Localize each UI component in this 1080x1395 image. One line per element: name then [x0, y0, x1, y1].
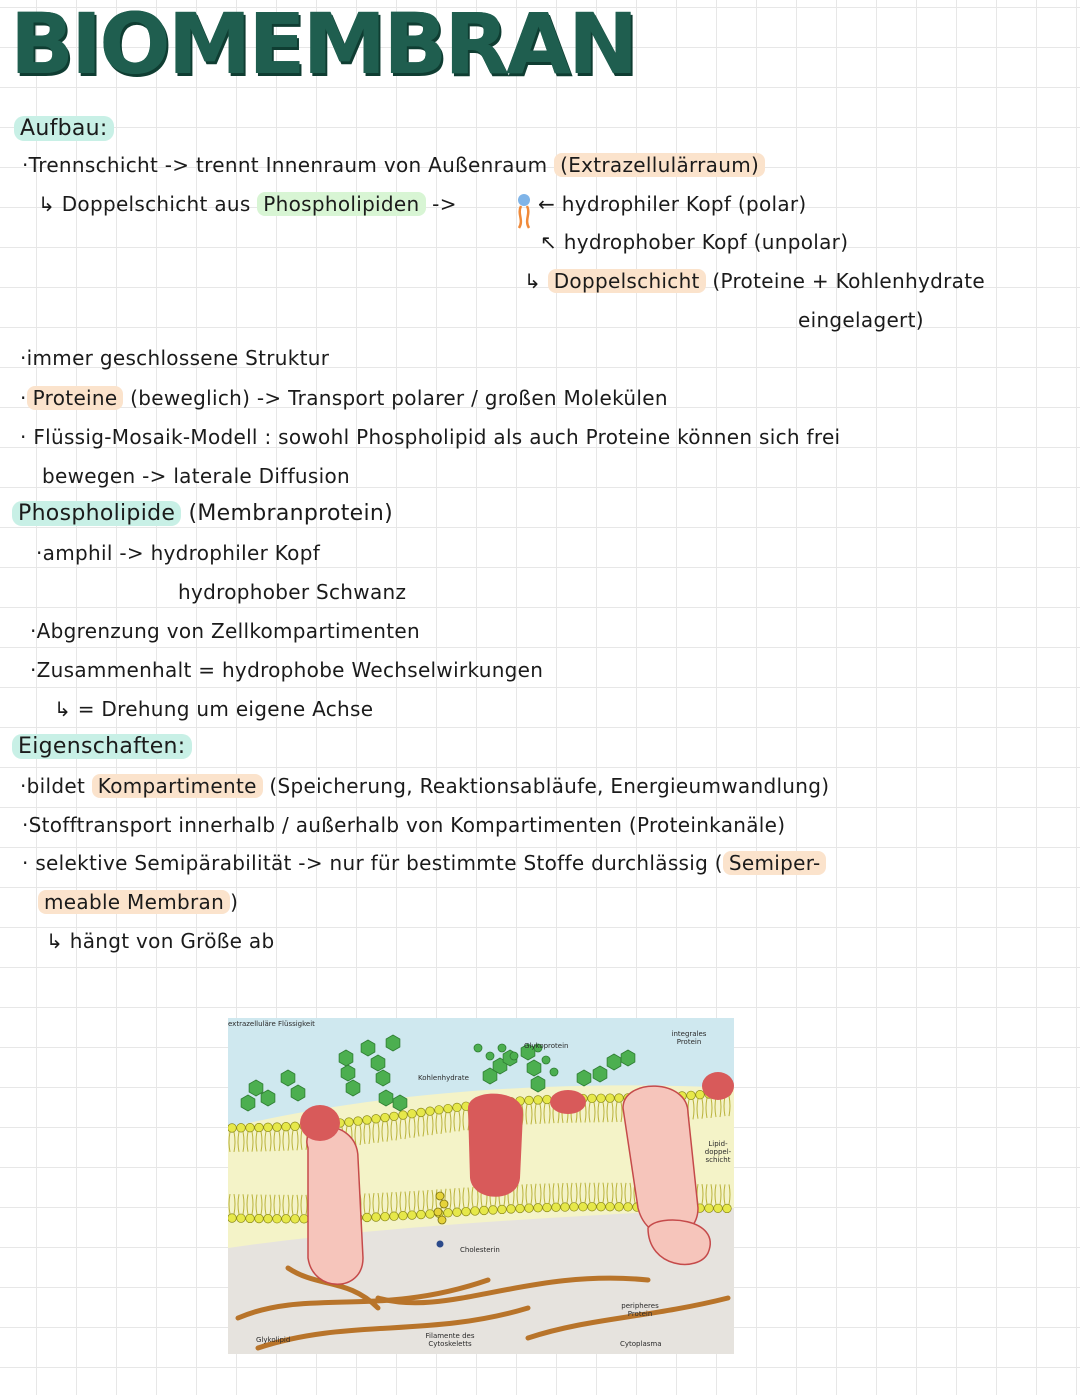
aufbau-line-1: [22, 152, 765, 178]
lipid-head: [543, 1203, 552, 1212]
phospholipide-line-4: ·Zusammenhalt = hydrophobe Wechselwirkungen: [30, 658, 544, 682]
phospholipide-line-1: ·amphil -> hydrophiler Kopf: [36, 541, 321, 565]
lipid-head: [399, 1111, 408, 1120]
heading-eigenschaften: [12, 734, 192, 760]
lipid-head: [687, 1091, 696, 1100]
lipid-head: [273, 1214, 282, 1223]
aufbau-line-7-text: (beweglich) -> Transport polarer / großen Molekülen: [130, 386, 668, 410]
phospholipide-line-5: ↳ = Drehung um eigene Achse: [54, 697, 374, 721]
aufbau-line-7-bullet: ·: [20, 386, 27, 410]
eigenschaften-line-3-text: · selektive Semipärabilität -> nur für bestimmte Stoffe durchlässig (: [22, 851, 723, 875]
sugar-unit: [341, 1065, 355, 1081]
sugar-unit: [261, 1090, 275, 1106]
lipid-head: [282, 1215, 291, 1224]
aufbau-line-1-text: ·Trennschicht -> trennt Innenraum von Außenraum: [22, 153, 548, 177]
eigenschaften-line-4-highlight: meable Membran: [38, 890, 230, 914]
lipid-head: [696, 1090, 705, 1099]
aufbau-line-2-text: ↳ Doppelschicht aus: [38, 192, 251, 216]
sugar-unit: [393, 1095, 407, 1111]
sugar-unit: [361, 1040, 375, 1056]
lipid-head: [597, 1094, 606, 1103]
lipid-head: [408, 1211, 417, 1220]
lipid-head: [714, 1204, 723, 1213]
heading-aufbau-text: Aufbau:: [14, 116, 114, 141]
sugar-bead: [474, 1044, 482, 1052]
lipid-head: [246, 1214, 255, 1223]
protein-cap-right: [702, 1072, 734, 1100]
label-cytoskeleton: Filamente des Cytoskeletts: [425, 1332, 475, 1348]
lipid-head: [291, 1215, 300, 1224]
lipid-head: [399, 1211, 408, 1220]
label-carbohydrate: Kohlenhydrate: [418, 1074, 469, 1082]
sugar-unit: [281, 1070, 295, 1086]
lipid-head: [705, 1204, 714, 1213]
lipid-head: [525, 1204, 534, 1213]
sugar-unit: [379, 1090, 393, 1106]
sugar-unit: [607, 1054, 621, 1070]
sugar-unit: [621, 1050, 635, 1066]
label-cholesterol: Cholesterin: [460, 1246, 500, 1254]
lipid-head: [561, 1203, 570, 1212]
aufbau-line-8: · Flüssig-Mosaik-Modell : sowohl Phospholipid als auch Proteine können sich frei: [20, 425, 841, 449]
lipid-head: [507, 1205, 516, 1214]
sugar-unit: [593, 1066, 607, 1082]
lipid-head: [381, 1113, 390, 1122]
lipid-head: [570, 1203, 579, 1212]
sugar-unit: [249, 1080, 263, 1096]
lipid-head: [273, 1123, 282, 1132]
aufbau-line-5: eingelagert): [798, 308, 924, 332]
aufbau-line-7: [20, 385, 668, 411]
lipid-head: [255, 1123, 264, 1132]
lipid-head: [390, 1112, 399, 1121]
eigenschaften-line-2: ·Stofftransport innerhalb / außerhalb von Kompartimenten (Proteinkanäle): [22, 813, 786, 837]
label-glycoprotein: Glykoprotein: [524, 1042, 569, 1050]
lipid-head: [246, 1123, 255, 1132]
lipid-head: [615, 1203, 624, 1212]
protein-small: [550, 1090, 586, 1114]
lipid-head: [723, 1204, 732, 1213]
aufbau-line-2: [38, 191, 457, 217]
aufbau-line-6: ·immer geschlossene Struktur: [20, 346, 330, 370]
head-label: ← hydrophiler Kopf (polar): [538, 192, 807, 216]
peripheral-protein-top: [468, 1094, 523, 1197]
page-title: BIOMEMBRAN: [10, 0, 636, 93]
label-glycolipid: Glykolipid: [256, 1336, 291, 1344]
aufbau-line-7-highlight: Proteine: [27, 386, 124, 410]
lipid-head: [354, 1117, 363, 1126]
sugar-unit: [527, 1060, 541, 1076]
lipid-head: [408, 1109, 417, 1118]
aufbau-line-4-highlight: Doppelschicht: [548, 269, 706, 293]
lipid-head: [453, 1208, 462, 1217]
lipid-head: [606, 1202, 615, 1211]
sugar-unit: [577, 1070, 591, 1086]
label-integral-protein: integrales Protein: [671, 1030, 707, 1046]
phospholipid-icon: [513, 192, 535, 232]
lipid-head: [363, 1116, 372, 1125]
lipid-head: [579, 1202, 588, 1211]
eigenschaften-line-3-highlight: Semiper-: [723, 851, 827, 875]
sugar-unit: [339, 1050, 353, 1066]
lipid-head: [237, 1214, 246, 1223]
lipid-head: [498, 1205, 507, 1214]
lipid-head: [282, 1122, 291, 1131]
lipid-head: [534, 1203, 543, 1212]
lipid-head: [552, 1203, 561, 1212]
eigenschaften-line-4-post: ): [230, 890, 239, 914]
label-cytoplasm: Cytoplasma: [620, 1340, 662, 1348]
lipid-head: [543, 1095, 552, 1104]
lipid-head: [345, 1118, 354, 1127]
lipid-head: [606, 1094, 615, 1103]
sugar-unit: [291, 1085, 305, 1101]
lipid-head: [417, 1210, 426, 1219]
heading-phospholipide: [12, 501, 393, 527]
aufbau-line-1-highlight: (Extrazellulärraum): [554, 153, 765, 177]
lipid-head: [363, 1213, 372, 1222]
lipid-head: [471, 1207, 480, 1216]
aufbau-line-2-arrow: ->: [432, 192, 457, 216]
aufbau-line-9: bewegen -> laterale Diffusion: [42, 464, 350, 488]
lipid-head: [525, 1096, 534, 1105]
lipid-head: [624, 1203, 633, 1212]
lipid-head: [291, 1122, 300, 1131]
aufbau-line-4-text: (Proteine + Kohlenhydrate: [712, 269, 985, 293]
sugar-bead: [510, 1052, 518, 1060]
label-peripheral-protein: peripheres Protein: [621, 1302, 659, 1318]
lipid-head: [480, 1206, 489, 1215]
sugar-unit: [371, 1055, 385, 1071]
sugar-bead: [542, 1056, 550, 1064]
phospholipide-line-3: ·Abgrenzung von Zellkompartimenten: [30, 619, 420, 643]
lipid-head: [237, 1124, 246, 1133]
sugar-unit: [346, 1080, 360, 1096]
lipid-head: [435, 1106, 444, 1115]
lipid-head: [372, 1114, 381, 1123]
lipid-head: [444, 1104, 453, 1113]
lipid-head: [381, 1212, 390, 1221]
lipid-head: [444, 1208, 453, 1217]
aufbau-line-4: [524, 268, 985, 294]
heading-aufbau: [14, 116, 114, 142]
lipid-head: [597, 1202, 606, 1211]
tail-label: ↖ hydrophober Kopf (unpolar): [540, 230, 849, 254]
eigenschaften-line-5: ↳ hängt von Größe ab: [46, 929, 275, 953]
sugar-unit: [531, 1076, 545, 1092]
lipid-head: [300, 1215, 309, 1224]
heading-phospholipide-text: Phospholipide: [12, 501, 181, 526]
eigenschaften-line-1-highlight: Kompartimente: [92, 774, 263, 798]
eigenschaften-line-1-post: (Speicherung, Reaktionsabläufe, Energieumwandlung): [269, 774, 830, 798]
aufbau-line-2-highlight: Phospholipiden: [257, 192, 425, 216]
lipid-head: [228, 1124, 236, 1133]
label-extracellular: extrazelluläre Flüssigkeit: [228, 1020, 315, 1028]
cholesterol-head: [437, 1241, 444, 1248]
sugar-unit: [241, 1095, 255, 1111]
sugar-bead: [550, 1068, 558, 1076]
lipid-head: [489, 1206, 498, 1215]
lipid-head: [462, 1207, 471, 1216]
lipid-head: [255, 1214, 264, 1223]
lipid-head: [426, 1107, 435, 1116]
phospholipide-line-2: hydrophober Schwanz: [178, 580, 407, 604]
lipid-head: [417, 1108, 426, 1117]
eigenschaften-line-3: [22, 850, 826, 876]
lipid-head: [264, 1214, 273, 1223]
lipid-head: [516, 1204, 525, 1213]
heading-eigenschaften-text: Eigenschaften:: [12, 734, 192, 759]
aufbau-line-4-arrow: ↳: [524, 269, 542, 293]
sugar-unit: [386, 1035, 400, 1051]
lipid-head: [390, 1212, 399, 1221]
lipid-head: [228, 1214, 236, 1223]
sugar-bead: [498, 1044, 506, 1052]
lipid-head: [615, 1094, 624, 1103]
protein-cap-left: [300, 1105, 340, 1141]
label-lipid-bilayer: Lipid-doppel-schicht: [704, 1140, 732, 1164]
lipid-head: [588, 1094, 597, 1103]
eigenschaften-line-1-text: ·bildet: [20, 774, 86, 798]
sugar-unit: [376, 1070, 390, 1086]
lipid-head: [588, 1202, 597, 1211]
lipid-head: [372, 1213, 381, 1222]
eigenschaften-line-4: [38, 889, 238, 915]
sugar-bead: [486, 1052, 494, 1060]
integral-protein-left: [307, 1127, 363, 1285]
membrane-diagram: [228, 1018, 734, 1354]
lipid-head: [453, 1103, 462, 1112]
lipid-head: [264, 1123, 273, 1132]
eigenschaften-line-1: [20, 773, 829, 799]
lipid-head: [426, 1210, 435, 1219]
heading-phospholipide-post: (Membranprotein): [188, 501, 394, 526]
lipid-head: [534, 1096, 543, 1105]
